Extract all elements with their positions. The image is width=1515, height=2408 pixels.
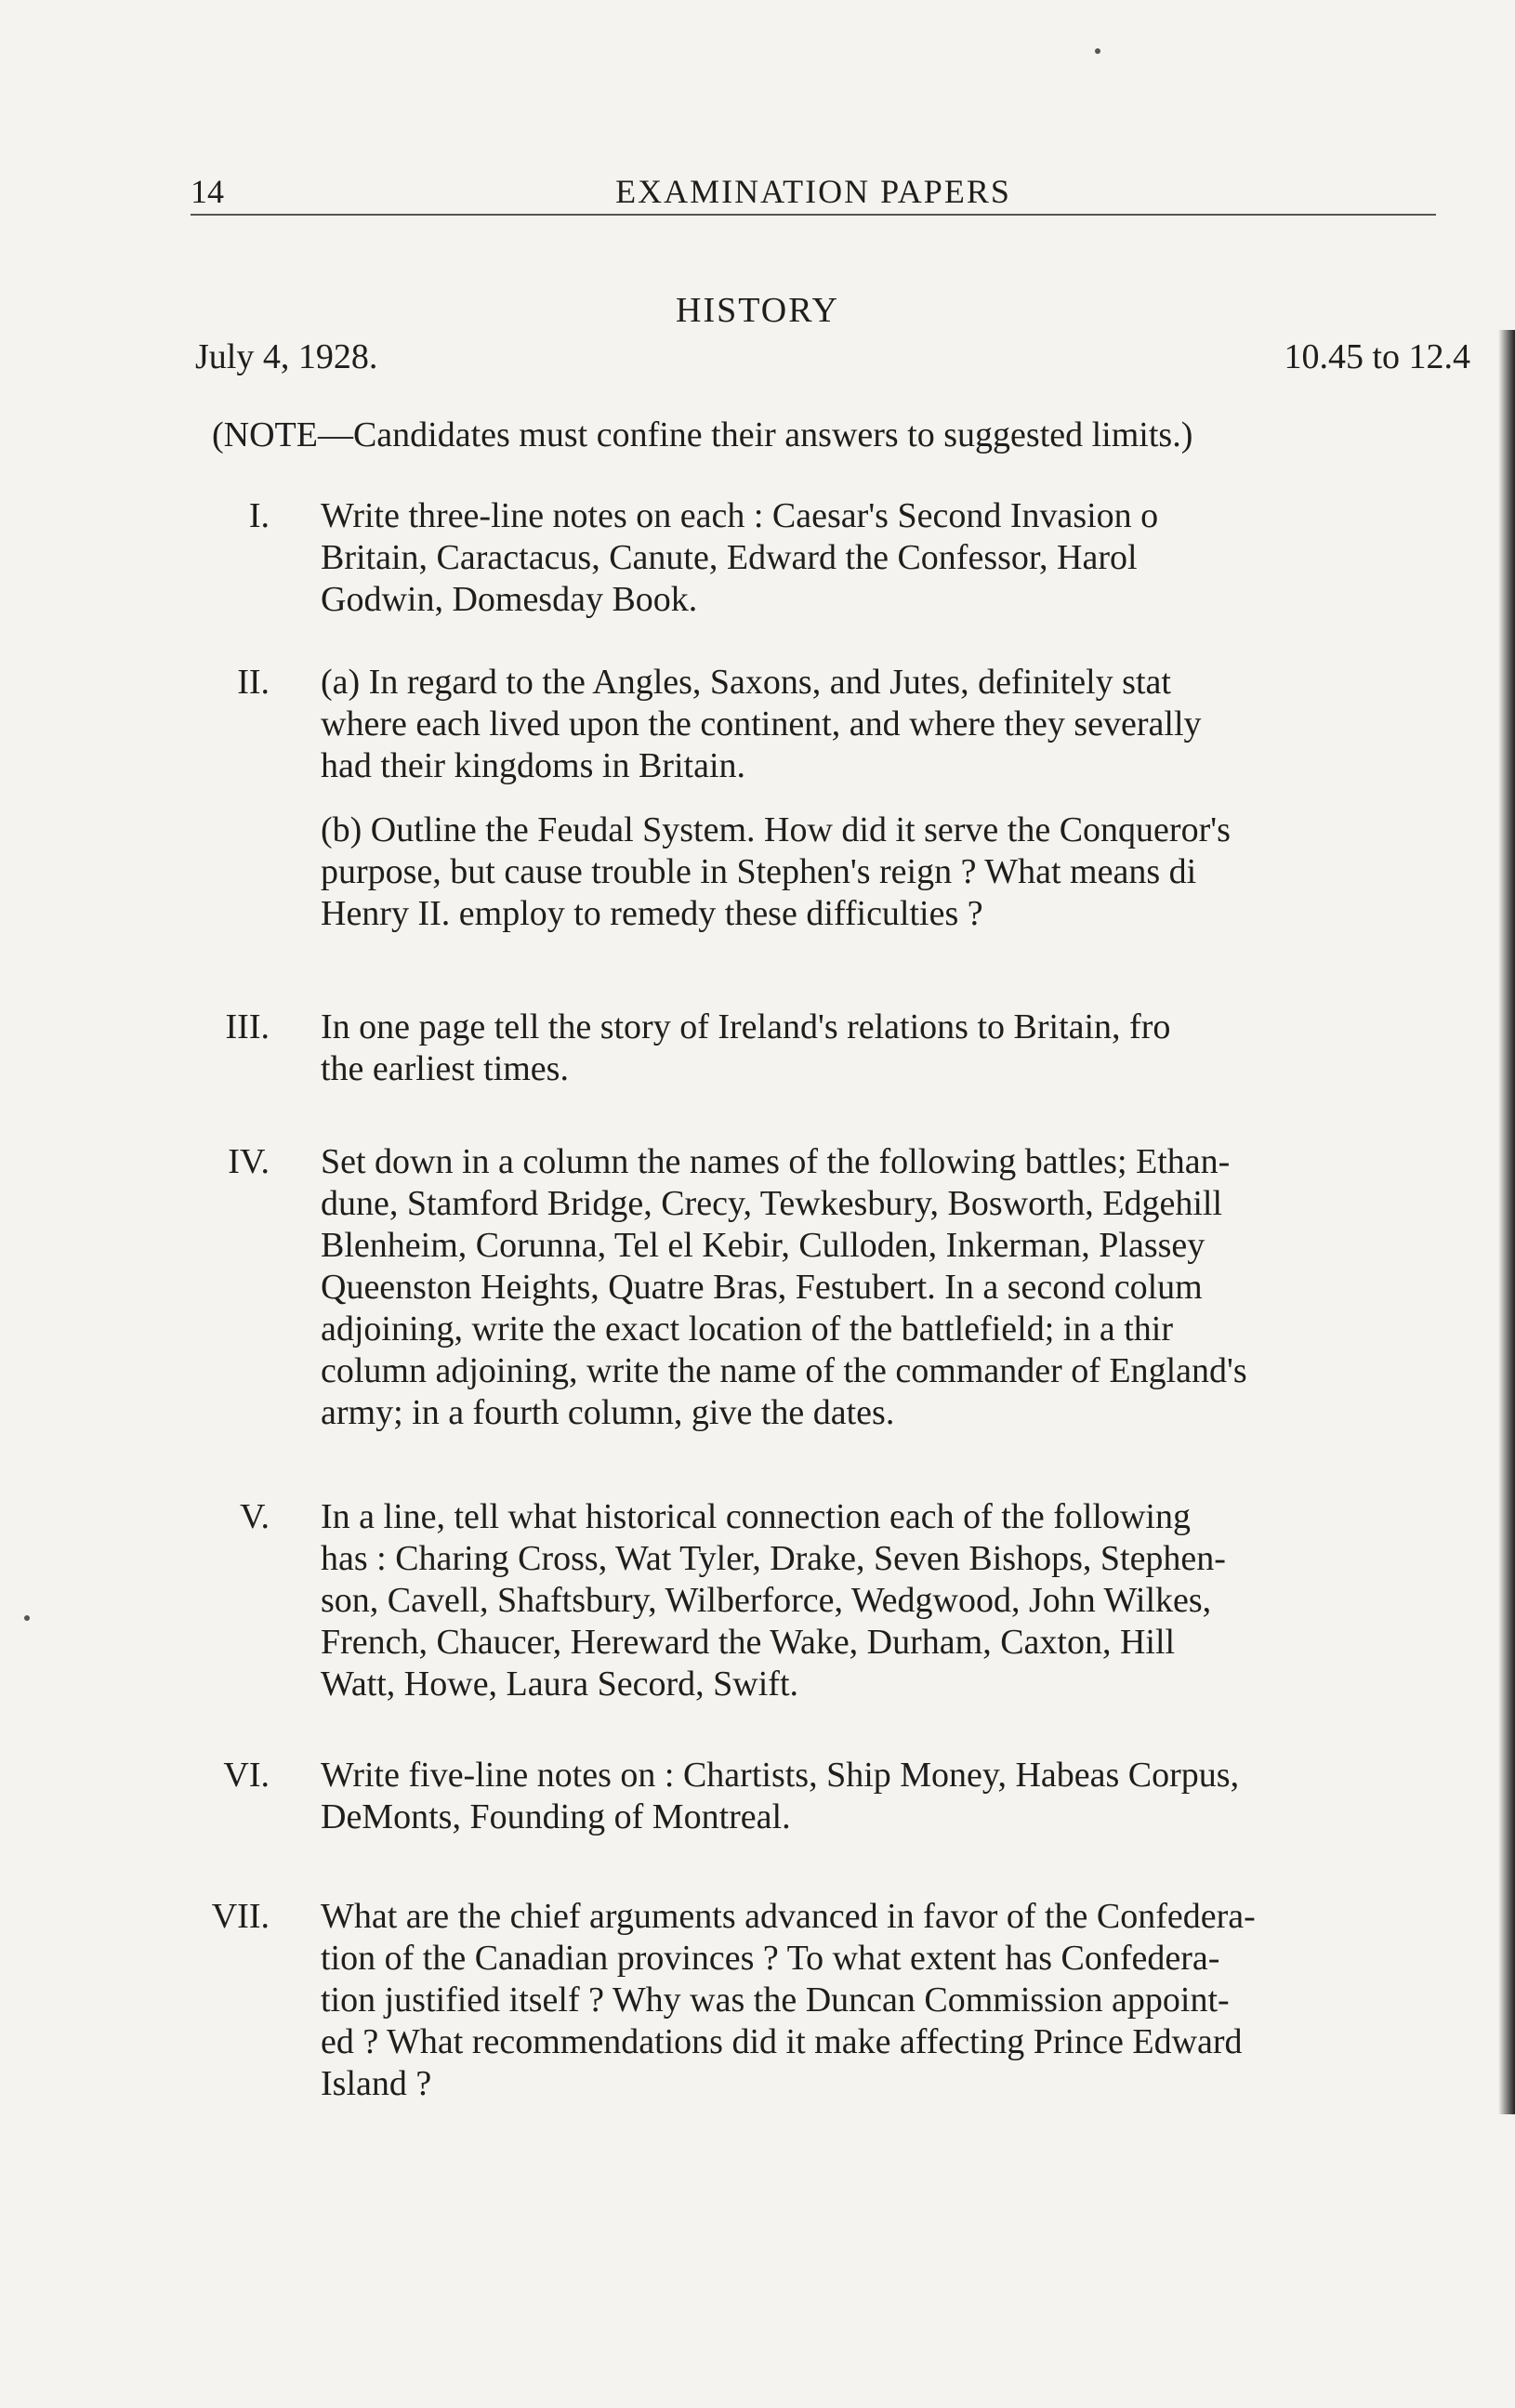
text-line: purpose, but cause trouble in Stephen's reign ? What means di (321, 852, 1197, 891)
text-line: What are the chief arguments advanced in favor of the Confedera- (321, 1897, 1256, 1936)
question-number: I. (248, 496, 270, 535)
text-line: In a line, tell what historical connection each of the following (321, 1497, 1191, 1536)
question-text (321, 1007, 1496, 1112)
text-line: has : Charing Cross, Wat Tyler, Drake, Seven Bishops, Stephen- (321, 1539, 1226, 1578)
print-speck (24, 1615, 30, 1621)
text-line: (b) Outline the Feudal System. How did it serve the Conqueror's (321, 810, 1231, 849)
exam-time: 10.45 to 12.4 (1284, 337, 1470, 376)
text-line: dune, Stamford Bridge, Crecy, Tewkesbury, Bosworth, Edgehill (321, 1184, 1223, 1223)
page-number: 14 (191, 173, 224, 210)
text-line: Island ? (321, 2064, 432, 2103)
exam-date: July 4, 1928. (195, 337, 378, 376)
text-line: ed ? What recommendations did it make affecting Prince Edward (321, 2022, 1243, 2061)
text-line: where each lived upon the continent, and where they severally (321, 704, 1202, 743)
question-part (321, 662, 1496, 787)
subject-heading: HISTORY (676, 291, 839, 330)
question-part (321, 1141, 1496, 1434)
question-text (321, 1141, 1496, 1456)
question-number: VII. (211, 1897, 270, 1936)
text-line: Henry II. employ to remedy these difficulties ? (321, 894, 983, 933)
text-line: Blenheim, Corunna, Tel el Kebir, Culloden, Inkerman, Plassey (321, 1226, 1205, 1265)
text-line: army; in a fourth column, give the dates. (321, 1393, 895, 1432)
text-line: Queenston Heights, Quatre Bras, Festubert. In a second colum (321, 1268, 1203, 1307)
text-line: Godwin, Domesday Book. (321, 580, 698, 619)
text-line: Write five-line notes on : Chartists, Ship Money, Habeas Corpus, (321, 1756, 1240, 1795)
running-title: EXAMINATION PAPERS (615, 173, 1011, 210)
question-number: IV. (228, 1142, 270, 1181)
question-text (321, 1896, 1496, 2127)
text-line: (a) In regard to the Angles, Saxons, and Jutes, definitely stat (321, 663, 1171, 702)
text-line: the earliest times. (321, 1049, 569, 1088)
text-line: adjoining, write the exact location of the battlefield; in a thir (321, 1309, 1173, 1349)
text-line: In one page tell the story of Ireland's relations to Britain, fro (321, 1007, 1171, 1046)
text-line: Set down in a column the names of the following battles; Ethan- (321, 1142, 1231, 1181)
text-line: son, Cavell, Shaftsbury, Wilberforce, Wedgwood, John Wilkes, (321, 1581, 1212, 1620)
question-number: V. (239, 1497, 270, 1536)
question-text (321, 1496, 1496, 1728)
print-speck (1095, 48, 1100, 54)
question-part (321, 495, 1496, 621)
candidates-note: (NOTE—Candidates must confine their answers to suggested limits.) (212, 415, 1193, 454)
question-part (321, 1496, 1496, 1705)
text-line: French, Chaucer, Hereward the Wake, Durham, Caxton, Hill (321, 1623, 1176, 1662)
text-line: tion justified itself ? Why was the Duncan Commission appoint- (321, 1980, 1230, 2020)
text-line: DeMonts, Founding of Montreal. (321, 1797, 791, 1836)
binding-shadow (1498, 330, 1515, 2114)
question-part (321, 1007, 1496, 1090)
question-part (321, 1896, 1496, 2105)
text-line: Write three-line notes on each : Caesar's Second Invasion o (321, 496, 1159, 535)
question-number: VI. (223, 1756, 270, 1795)
question-text (321, 662, 1496, 957)
text-line: had their kingdoms in Britain. (321, 746, 746, 785)
text-line: tion of the Canadian provinces ? To what extent has Confedera- (321, 1939, 1220, 1978)
text-line: column adjoining, write the name of the commander of England's (321, 1351, 1247, 1390)
question-number: III. (225, 1007, 270, 1046)
question-number: II. (237, 663, 270, 702)
text-line: Watt, Howe, Laura Secord, Swift. (321, 1665, 799, 1704)
text-line: Britain, Caractacus, Canute, Edward the Confessor, Harol (321, 538, 1138, 577)
question-part (321, 1755, 1496, 1838)
question-part (321, 809, 1496, 935)
question-text (321, 495, 1496, 643)
running-header (191, 167, 1436, 216)
question-text (321, 1755, 1496, 1861)
